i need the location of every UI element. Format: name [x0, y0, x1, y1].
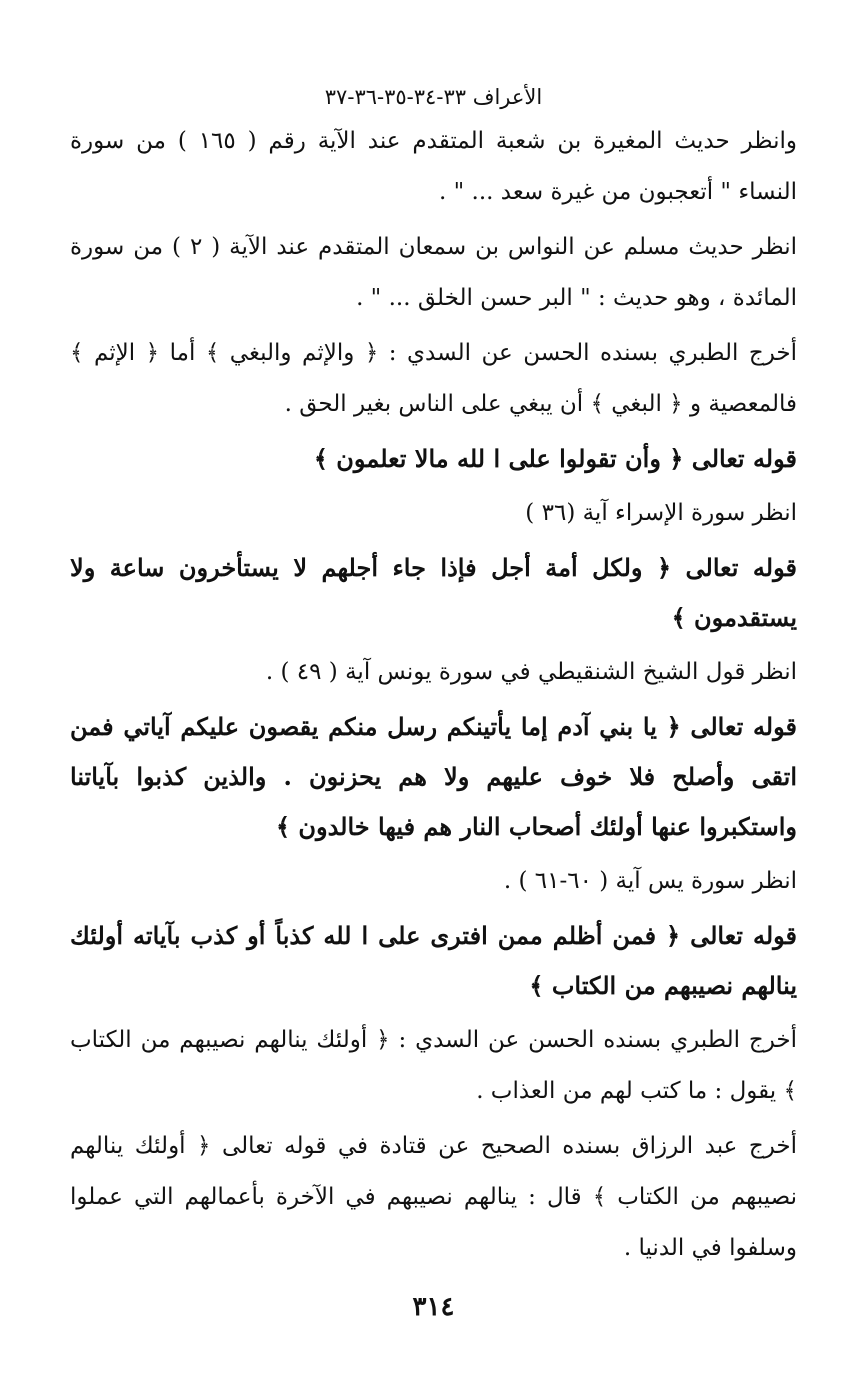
commentary-paragraph: أخرج عبد الرزاق بسنده الصحيح عن قتادة في قوله تعالى ﴿ أولئك ينالهم نصيبهم من الكتاب ﴾ قال : ينالهم نصيبهم في الآخرة بأعمالهم التي عملوا وسلفوا في الدنيا .	[70, 1133, 797, 1261]
commentary-paragraph: انظر حديث مسلم عن النواس بن سمعان المتقدم عند الآية ( ٢ ) من سورة المائدة ، وهو حديث : " البر حسن الخلق ... " .	[70, 234, 798, 311]
verse-paragraph: قوله تعالى ﴿ فمن أظلم ممن افترى على ا لله كذباً أو كذب بآياته أولئك ينالهم نصيبهم من الكتاب ﴾	[70, 921, 797, 1000]
commentary-paragraph: أخرج الطبري بسنده الحسن عن السدي : ﴿ والإثم والبغي ﴾ أما ﴿ الإثم ﴾ فالمعصية و ﴿ البغي ﴾ أن يبغي على الناس بغير الحق .	[70, 340, 797, 417]
page-number: ٣١٤	[412, 1292, 455, 1322]
verse-paragraph: قوله تعالى ﴿ وأن تقولوا على ا لله مالا تعلمون ﴾	[313, 444, 797, 473]
commentary-paragraph: انظر سورة يس آية ( ٦٠-٦١ ) .	[503, 868, 797, 894]
verse-paragraph: قوله تعالى ﴿ يا بني آدم إما يأتينكم رسل منكم يقصون عليكم آياتي فمن اتقى وأصلح فلا خوف عليهم ولا هم يحزنون . والذين كذبوا بآياتنا واستكبروا عنها أولئك أصحاب النار هم فيها خالدون ﴾	[70, 712, 797, 841]
commentary-paragraph: انظر قول الشيخ الشنقيطي في سورة يونس آية ( ٤٩ ) .	[265, 659, 797, 685]
running-header: الأعراف ٣٣-٣٤-٣٥-٣٦-٣٧	[324, 85, 543, 109]
commentary-paragraph: وانظر حديث المغيرة بن شعبة المتقدم عند الآية رقم ( ١٦٥ ) من سورة النساء " أتعجبون من غيرة سعد ... " .	[70, 128, 797, 205]
verse-paragraph: قوله تعالى ﴿ ولكل أمة أجل فإذا جاء أجلهم لا يستأخرون ساعة ولا يستقدمون ﴾	[70, 553, 797, 632]
commentary-paragraph: انظر سورة الإسراء آية (٣٦ )	[525, 500, 797, 526]
body-text	[70, 116, 797, 1274]
commentary-paragraph: أخرج الطبري بسنده الحسن عن السدي : ﴿ أولئك ينالهم نصيبهم من الكتاب ﴾ يقول : ما كتب لهم من العذاب .	[70, 1027, 797, 1104]
